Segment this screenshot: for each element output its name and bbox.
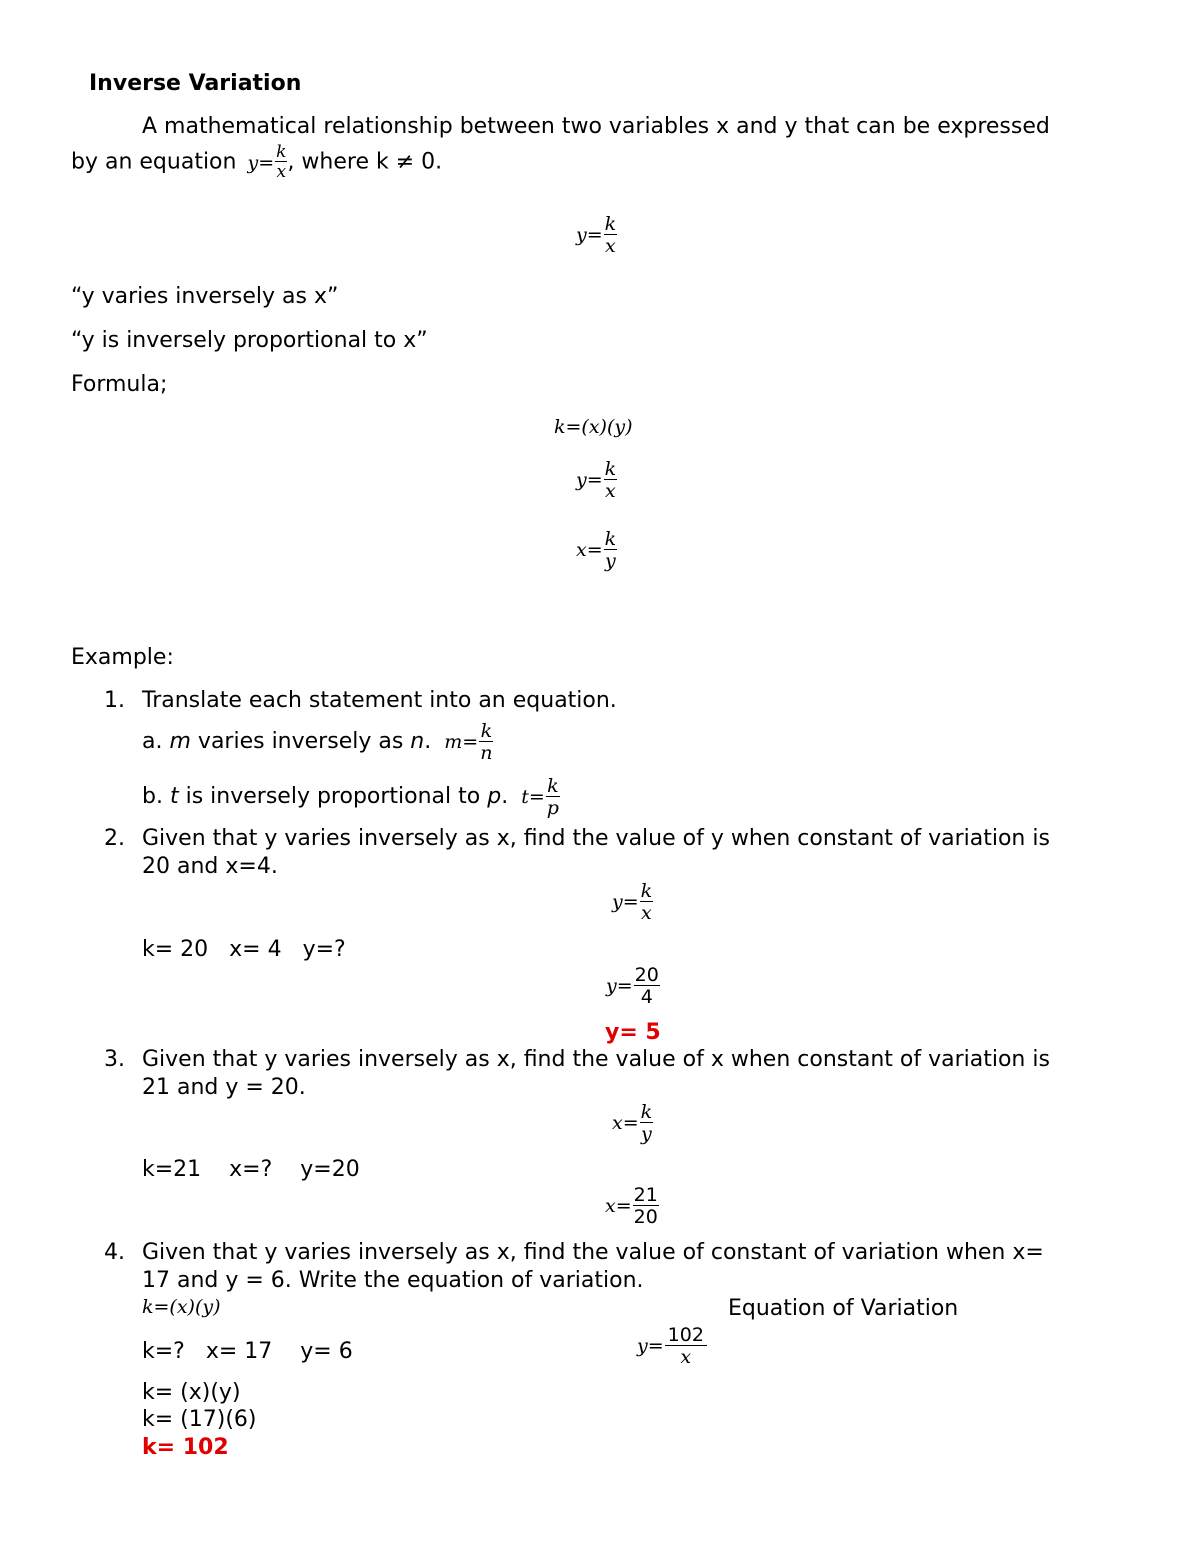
q2-line-2: 20 and x=4. [142,854,278,879]
q1a-formula: m = $\frac{k}{n}$ [444,719,493,764]
q1-part-b: b. t is inversely proportional to p . t = $\frac{k}{p}$ [142,774,559,819]
phrase-varies-inversely: “y varies inversely as x” [71,284,339,309]
q3-line-1: Given that y varies inversely as x, find the value of x when constant of variation is [142,1047,1050,1072]
q3-substitution: x = $\frac{21}{20}$ [605,1184,658,1228]
q2-line-1: Given that y varies inversely as x, find the value of y when constant of variation is [142,826,1050,851]
q2-givens: k= 20 x= 4 y=? [142,937,346,962]
formula-k-xy: k=(x)(y) [554,416,633,438]
q2-answer: y= 5 [605,1020,661,1045]
example-label: Example: [71,645,174,670]
q4-equation: y = $\frac{102}{x}$ [637,1326,707,1367]
q4-step-2: k= (17)(6) [142,1407,257,1432]
q3-givens: k=21 x=? y=20 [142,1157,360,1182]
q1-part-a: a. m varies inversely as n . m = $\frac{k}{n}$ [142,719,493,764]
q3-number: 3. [104,1047,125,1072]
phrase-inversely-proportional: “y is inversely proportional to x” [71,328,428,353]
q1-number: 1. [104,688,125,713]
q3-formula: x = $\frac{k}{y}$ [612,1101,653,1145]
q4-line-2: 17 and y = 6. Write the equation of variation. [142,1268,644,1293]
formula-label: Formula; [71,372,168,397]
page-title: Inverse Variation [89,71,302,96]
formula-x-k-y: x = $\frac{k}{y}$ [576,528,617,572]
q4-answer: k= 102 [142,1435,229,1460]
q1-text: Translate each statement into an equation. [142,688,617,713]
intro-line-1: A mathematical relationship between two variables x and y that can be expressed [142,114,1050,139]
intro-text-a: by an equation [71,149,237,175]
q2-substitution: y = $\frac{20}{4}$ [606,964,659,1008]
q4-givens: k=? x= 17 y= 6 [142,1339,353,1364]
display-formula-y-k-x: y = $\frac{k}{x}$ [576,213,617,257]
q2-number: 2. [104,826,125,851]
q1a-marker: a. [142,729,163,754]
q4-k-formula: k=(x)(y) [142,1296,221,1318]
q4-equation-label: Equation of Variation [728,1296,959,1321]
intro-text-b: , where k ≠ 0. [287,149,443,175]
q4-number: 4. [104,1240,125,1265]
q4-step-1: k= (x)(y) [142,1380,241,1405]
q1b-marker: b. [142,784,163,809]
q3-line-2: 21 and y = 20. [142,1075,306,1100]
q2-formula: y = $\frac{k}{x}$ [612,880,653,924]
q1b-formula: t = $\frac{k}{p}$ [521,774,559,819]
intro-line-2 [71,144,442,181]
formula-y-k-x: y = $\frac{k}{x}$ [576,458,617,502]
intro-inline-formula: y = $\frac{k}{x}$ [247,142,287,182]
q4-line-1: Given that y varies inversely as x, find the value of constant of variation when x= [142,1240,1044,1265]
